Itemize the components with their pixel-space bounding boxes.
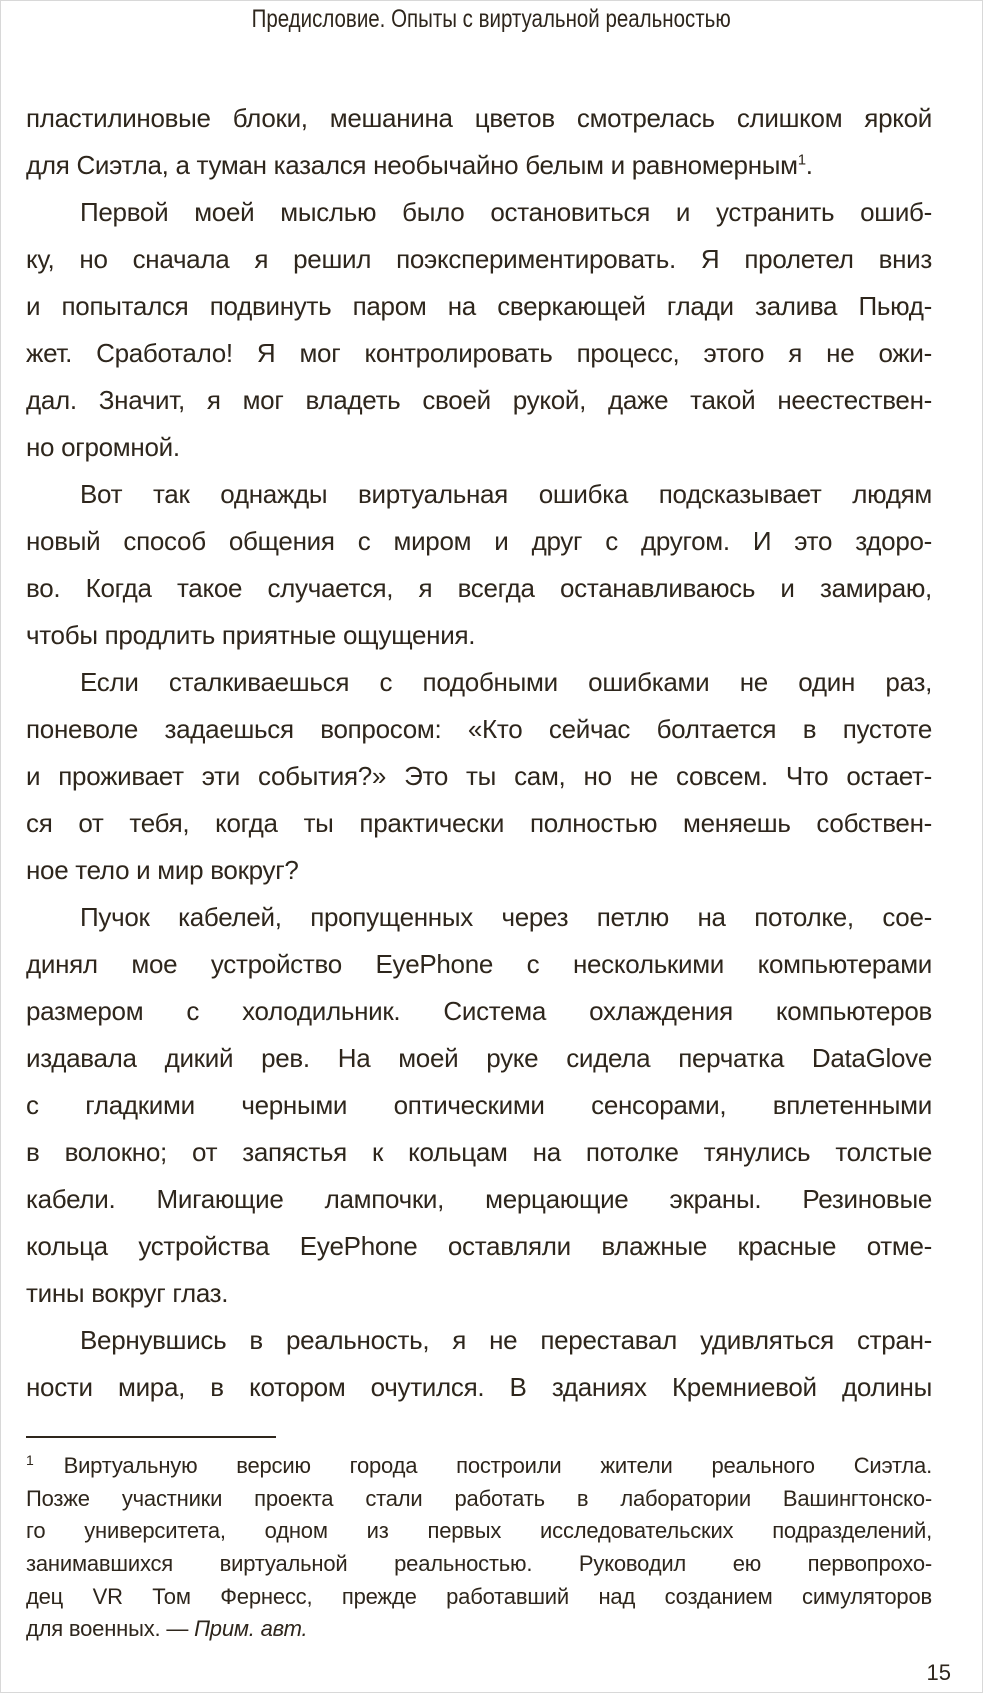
running-header xyxy=(0,2,983,36)
footnote-text: занимавшихся виртуальной реальностью. Руководил ею первопрохо- xyxy=(26,1551,932,1577)
text-line: Первой моей мыслью было остановиться и устранить ошиб- xyxy=(80,197,932,227)
text-segment: . xyxy=(805,150,813,180)
text-line: в волокно; от запястья к кольцам на потолке тянулись толстые xyxy=(26,1137,932,1167)
text-line: тины вокруг глаз. xyxy=(26,1278,229,1308)
footnote-text: го университета, одном из первых исследовательских подразделений, xyxy=(26,1518,932,1544)
main-text xyxy=(26,95,932,1411)
footnote-line xyxy=(26,1450,932,1483)
footnote-author-note: Прим. авт. xyxy=(194,1616,308,1642)
footnote xyxy=(26,1450,932,1646)
text-line: Вот так однажды виртуальная ошибка подсказывает людям xyxy=(80,479,932,509)
text-segment: для Сиэтла, а туман казался необычайно белым и равномерным xyxy=(26,150,798,180)
text-line: ку, но сначала я решил поэкспериментировать. Я пролетел вниз xyxy=(26,244,932,274)
text-line: пластилиновые блоки, мешанина цветов смотрелась слишком яркой xyxy=(26,103,932,133)
text-line: чтобы продлить приятные ощущения. xyxy=(26,620,476,650)
footnote-text: Позже участники проекта стали работать в лаборатории Вашингтонско- xyxy=(26,1485,932,1511)
footnote-number: 1 xyxy=(26,1451,34,1468)
text-line: Если сталкиваешься с подобными ошибками не один раз, xyxy=(80,667,932,697)
text-line: издавала дикий рев. На моей руке сидела перчатка DataGlove xyxy=(26,1043,932,1073)
text-line xyxy=(26,142,932,189)
footnote-text: дец VR Том Фернесс, прежде работавший над созданием симуляторов xyxy=(26,1583,932,1609)
text-line: кабели. Мигающие лампочки, мерцающие экраны. Резиновые xyxy=(26,1184,932,1214)
text-line: Пучок кабелей, пропущенных через петлю на потолке, сое- xyxy=(80,902,932,932)
footnote-text: Виртуальную версию города построили жители реального Сиэтла. xyxy=(63,1453,932,1478)
text-line: но огромной. xyxy=(26,432,180,462)
text-line: ное тело и мир вокруг? xyxy=(26,855,299,885)
text-line: и проживает эти события?» Это ты сам, но не совсем. Что остает- xyxy=(26,761,932,791)
page-number: 15 xyxy=(926,1660,951,1685)
running-title: Предисловие. Опыты с виртуальной реальностью xyxy=(251,5,732,33)
text-line: кольца устройства EyePhone оставляли влажные красные отме- xyxy=(26,1231,932,1261)
footnote-line xyxy=(26,1613,932,1646)
footnote-line xyxy=(26,1548,932,1581)
text-line: жет. Сработало! Я мог контролировать процесс, этого я не ожи- xyxy=(26,338,932,368)
text-line: ности мира, в котором очутился. В зданиях Кремниевой долины xyxy=(26,1372,932,1402)
text-line: ся от тебя, когда ты практически полностью меняешь собствен- xyxy=(26,808,932,838)
text-line: с гладкими черными оптическими сенсорами, вплетенными xyxy=(26,1090,932,1120)
text-line: поневоле задаешься вопросом: «Кто сейчас болтается в пустоте xyxy=(26,714,932,744)
text-line: Вернувшись в реальность, я не переставал удивляться стран- xyxy=(80,1325,932,1355)
footnote-line xyxy=(26,1483,932,1516)
footnote-line xyxy=(26,1515,932,1548)
text-line: новый способ общения с миром и друг с другом. И это здоро- xyxy=(26,526,932,556)
text-line: дал. Значит, я мог владеть своей рукой, даже такой неестествен- xyxy=(26,385,932,415)
text-line: во. Когда такое случается, я всегда останавливаюсь и замираю, xyxy=(26,573,932,603)
footnote-text: для военных. — xyxy=(26,1616,195,1642)
footnote-line xyxy=(26,1581,932,1614)
footnote-rule xyxy=(26,1436,276,1438)
text-line: размером с холодильник. Система охлаждения компьютеров xyxy=(26,996,932,1026)
text-line: и попытался подвинуть паром на сверкающей глади залива Пьюд- xyxy=(26,291,932,321)
text-line: динял мое устройство EyePhone с несколькими компьютерами xyxy=(26,949,932,979)
footnote-ref: 1 xyxy=(797,151,806,169)
